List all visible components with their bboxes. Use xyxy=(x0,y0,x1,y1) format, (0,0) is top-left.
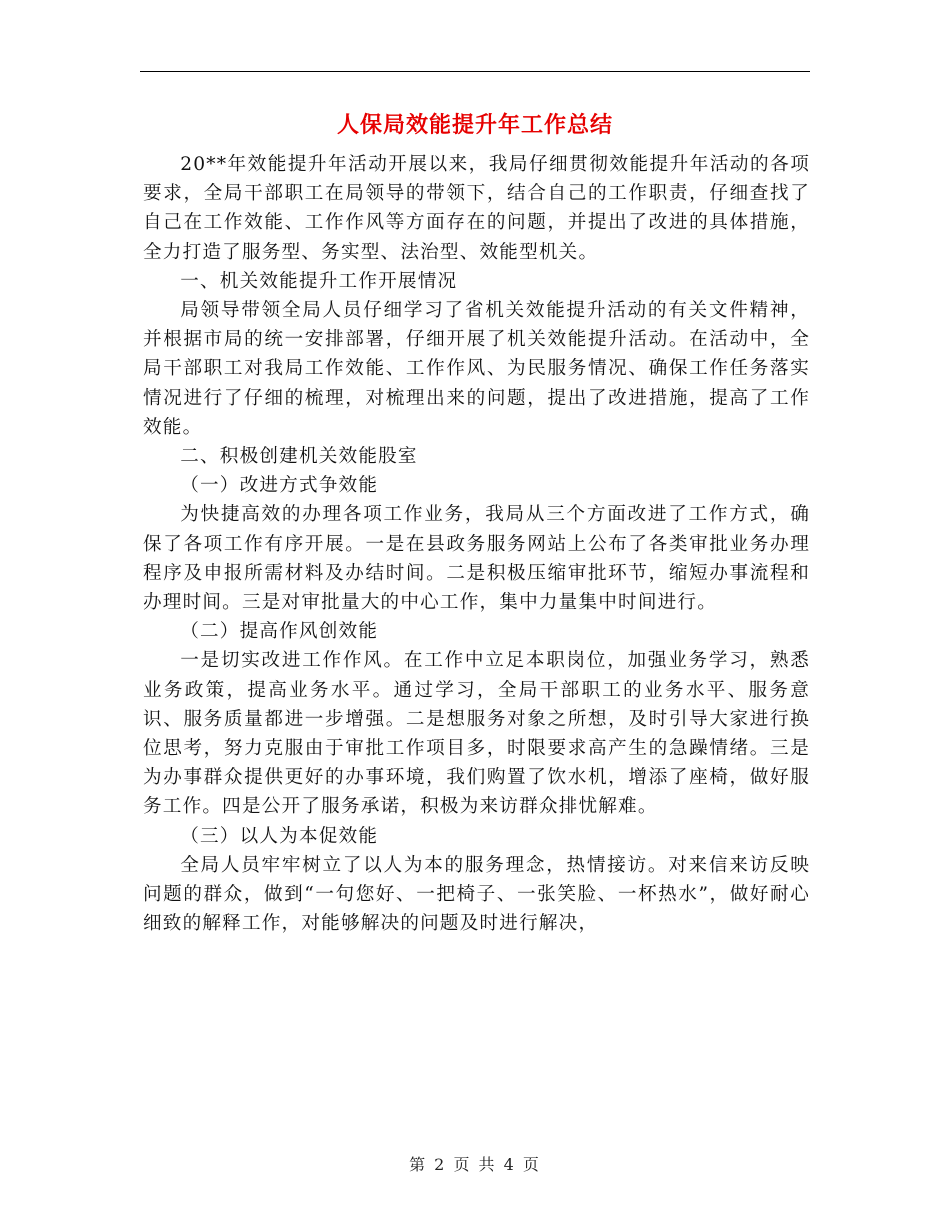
section-heading-1: 一、机关效能提升工作开展情况 xyxy=(180,270,458,292)
subsection-heading-3: （三）以人为本促效能 xyxy=(180,825,379,847)
paragraph-subsection-2: 一是切实改进工作作风。在工作中立足本职岗位，加强业务学习，熟悉业务政策，提高业务水平。通过学习，全局干部职工的业务水平、服务意识、服务质量都进一步增强。二是想服务对象之所想，及时引导大家进行换位思考，努力克服由于审批工作项目多，时限要求高产生的急躁情绪。三是为办事群众提供更好的办事环境，我们购置了饮水机，增添了座椅，做好服务工作。四是公开了服务承诺，积极为来访群众排忧解难。 xyxy=(143,650,810,818)
header-rule xyxy=(140,71,810,72)
paragraph-subsection-3: 全局人员牢牢树立了以人为本的服务理念，热情接访。对来信来访反映问题的群众，做到“一句您好、一把椅子、一张笑脸、一杯热水”，做好耐心细致的解释工作，对能够解决的问题及时进行解决， xyxy=(143,854,810,935)
section-heading-2: 二、积极创建机关效能股室 xyxy=(180,446,418,468)
document-body xyxy=(143,150,810,938)
page-number-footer: 第 2 页 共 4 页 xyxy=(409,1155,541,1174)
paragraph-subsection-1: 为快捷高效的办理各项工作业务，我局从三个方面改进了工作方式，确保了各项工作有序开展。一是在县政务服务网站上公布了各类审批业务办理程序及申报所需材料及办结时间。二是积极压缩审批环节，缩短办事流程和办理时间。三是对审批量大的中心工作，集中力量集中时间进行。 xyxy=(143,504,810,614)
document-title: 人保局效能提升年工作总结 xyxy=(336,112,613,138)
subsection-heading-2: （二）提高作风创效能 xyxy=(180,621,379,643)
paragraph-intro: 20**年效能提升年活动开展以来，我局仔细贯彻效能提升年活动的各项要求，全局干部职工在局领导的带领下，结合自己的工作职责，仔细查找了自己在工作效能、工作作风等方面存在的问题，并提出了改进的具体措施，全力打造了服务型、务实型、法治型、效能型机关。 xyxy=(143,154,810,263)
paragraph-section-1: 局领导带领全局人员仔细学习了省机关效能提升活动的有关文件精神，并根据市局的统一安排部署，仔细开展了机关效能提升活动。在活动中，全局干部职工对我局工作效能、工作作风、为民服务情况、确保工作任务落实情况进行了仔细的梳理，对梳理出来的问题，提出了改进措施，提高了工作效能。 xyxy=(143,300,810,438)
subsection-heading-1: （一）改进方式争效能 xyxy=(180,475,379,497)
